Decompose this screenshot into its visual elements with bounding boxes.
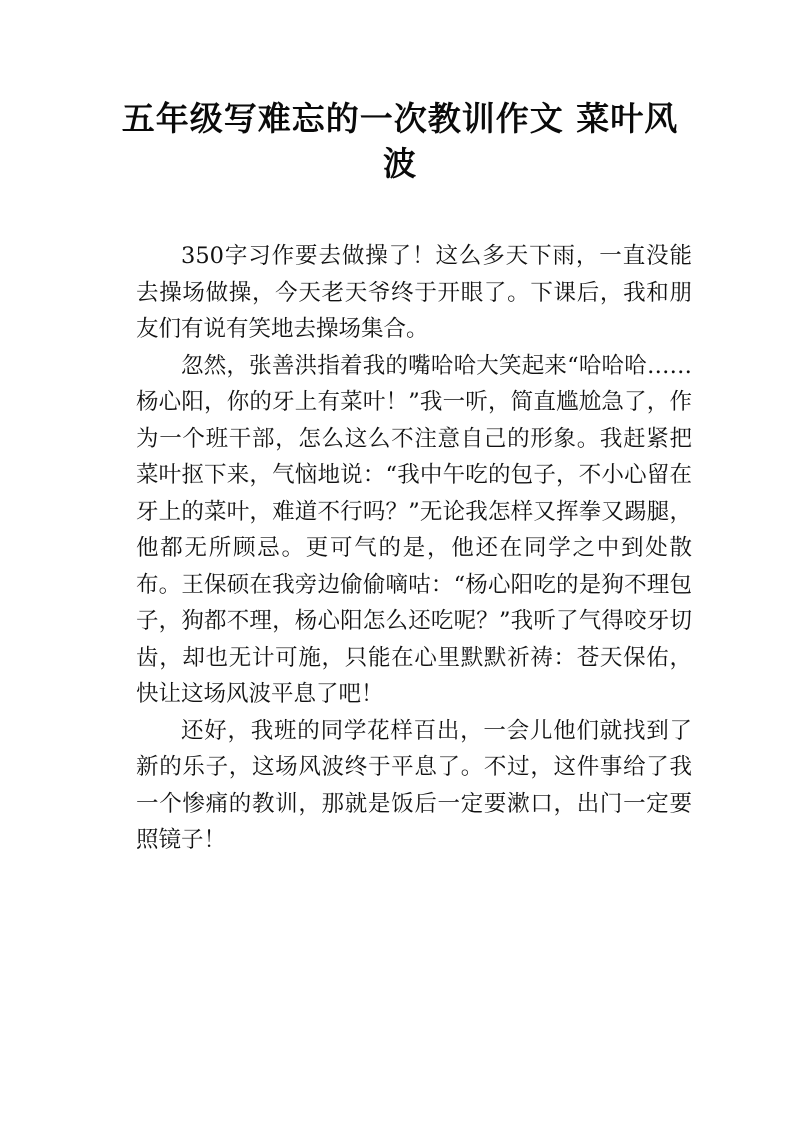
- paragraph-1: 350字习作要去做操了！这么多天下雨，一直没能去操场做操，今天老天爷终于开眼了。下课后，我和朋友们有说有笑地去操场集合。: [136, 243, 692, 342]
- document-title-line-1: 五年级写难忘的一次教训作文 菜叶风: [121, 99, 679, 138]
- paragraph-2: 忽然，张善洪指着我的嘴哈哈大笑起来“哈哈哈……杨心阳，你的牙上有菜叶！”我一听，简直尴尬急了，作为一个班干部，怎么这么不注意自己的形象。我赶紧把菜叶抠下来，气恼地说：“我中午吃的包子，不小心留在牙上的菜叶，难道不行吗？”无论我怎样又挥拳又踢腿，他都无所顾忌。更可气的是，他还在同学之中到处散布。王保硕在我旁边偷偷嘀咕：“杨心阳吃的是狗不理包子，狗都不理，杨心阳怎么还吃呢？”我听了气得咬牙切齿，却也无计可施，只能在心里默默祈祷：苍天保佑，快让这场风波平息了吧！: [136, 352, 692, 707]
- paragraph-3: 还好，我班的同学花样百出，一会儿他们就找到了新的乐子，这场风波终于平息了。不过，这件事给了我一个惨痛的教训，那就是饭后一定要漱口，出门一定要照镜子！: [136, 717, 692, 853]
- document-title-line-2: 波: [383, 144, 417, 183]
- document-title: [110, 96, 690, 186]
- document-body: [136, 238, 692, 859]
